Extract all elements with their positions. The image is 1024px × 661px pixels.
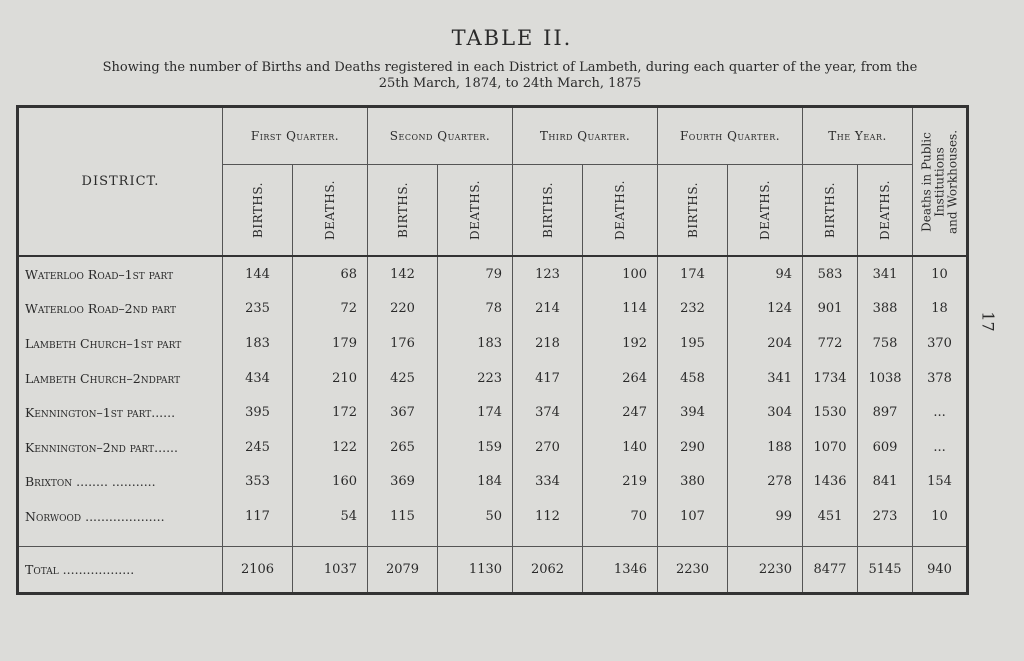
- table-cell: 370: [913, 326, 968, 361]
- table-cell: 214: [513, 292, 583, 327]
- table-cell: 290: [658, 430, 728, 465]
- district-header: DISTRICT.: [18, 107, 223, 257]
- table-cell: 144: [223, 256, 293, 292]
- table-cell: 417: [513, 361, 583, 396]
- table-cell: 122: [293, 430, 368, 465]
- table-cell: ...: [913, 430, 968, 465]
- table-cell: 195: [658, 326, 728, 361]
- district-name: Waterloo Road–1st part: [25, 266, 174, 282]
- table-cell: 192: [583, 326, 658, 361]
- table-cell: 220: [368, 292, 438, 327]
- deaths-header: DEATHS.: [858, 165, 913, 257]
- table-cell: 204: [728, 326, 803, 361]
- table-cell: 353: [223, 465, 293, 500]
- births-deaths-table: [16, 105, 969, 595]
- table-cell: 184: [438, 465, 513, 500]
- table-cell: 451: [803, 499, 858, 534]
- table-cell: 270: [513, 430, 583, 465]
- year-header: The Year.: [803, 107, 913, 165]
- institutions-header-line-3: and Workhouses.: [945, 129, 960, 234]
- district-name: Kennington–2nd part......: [25, 439, 178, 455]
- table-cell: 18: [913, 292, 968, 327]
- table-cell: 188: [728, 430, 803, 465]
- table-cell: 772: [803, 326, 858, 361]
- table-cell: 68: [293, 256, 368, 292]
- district-name: Lambeth Church–2ndpart: [25, 370, 181, 386]
- deaths-header: DEATHS.: [293, 165, 368, 257]
- table-cell: 70: [583, 499, 658, 534]
- table-cell: 388: [858, 292, 913, 327]
- table-cell: 1038: [858, 361, 913, 396]
- births-header: BIRTHS.: [803, 165, 858, 257]
- table-row: [18, 292, 968, 327]
- subtitle-line-1: Showing the number of Births and Deaths registered in each District of Lambeth, during each quarter of the year, from the: [102, 60, 918, 75]
- table-cell: 1037: [293, 547, 368, 594]
- table-cell: 114: [583, 292, 658, 327]
- table-cell: 2079: [368, 547, 438, 594]
- table-cell: 265: [368, 430, 438, 465]
- table-cell: 2062: [513, 547, 583, 594]
- table-cell: 940: [913, 547, 968, 594]
- table-cell: 1436: [803, 465, 858, 500]
- district-name: Total ..................: [18, 547, 223, 594]
- table-cell: 210: [293, 361, 368, 396]
- table-cell: 159: [438, 430, 513, 465]
- table-cell: 10: [913, 499, 968, 534]
- table-cell: ...: [913, 395, 968, 430]
- page-number: 17: [978, 311, 998, 332]
- table-cell: 2230: [658, 547, 728, 594]
- table-cell: 434: [223, 361, 293, 396]
- table-cell: 458: [658, 361, 728, 396]
- table-row: [18, 499, 968, 534]
- table-cell: 54: [293, 499, 368, 534]
- table-cell: 897: [858, 395, 913, 430]
- district-name: Norwood ....................: [25, 509, 165, 525]
- table-cell: 160: [293, 465, 368, 500]
- table-cell: 107: [658, 499, 728, 534]
- table-cell: 223: [438, 361, 513, 396]
- table-cell: 218: [513, 326, 583, 361]
- table-cell: 100: [583, 256, 658, 292]
- page-title: TABLE II.: [451, 26, 573, 50]
- table-cell: 264: [583, 361, 658, 396]
- table-cell: 609: [858, 430, 913, 465]
- table-cell: 247: [583, 395, 658, 430]
- district-name: Waterloo Road–2nd part: [25, 301, 177, 317]
- table-cell: 304: [728, 395, 803, 430]
- institutions-header: [913, 107, 968, 257]
- deaths-header: DEATHS.: [438, 165, 513, 257]
- table-cell: 369: [368, 465, 438, 500]
- subtitle-line-2: 25th March, 1874, to 24th March, 1875: [378, 76, 642, 91]
- table-cell: 112: [513, 499, 583, 534]
- table-cell: 2230: [728, 547, 803, 594]
- table-cell: 425: [368, 361, 438, 396]
- table-cell: 115: [368, 499, 438, 534]
- table-cell: 273: [858, 499, 913, 534]
- table-cell: 140: [583, 430, 658, 465]
- table-cell: 117: [223, 499, 293, 534]
- table-cell: 245: [223, 430, 293, 465]
- table-cell: 378: [913, 361, 968, 396]
- table-cell: 124: [728, 292, 803, 327]
- table-row: [18, 326, 968, 361]
- table-cell: 367: [368, 395, 438, 430]
- institutions-header-line-2: Institutions: [932, 146, 947, 217]
- table-cell: 79: [438, 256, 513, 292]
- table-cell: 1070: [803, 430, 858, 465]
- table-cell: 219: [583, 465, 658, 500]
- table-cell: 583: [803, 256, 858, 292]
- table-cell: 183: [223, 326, 293, 361]
- table-cell: 1346: [583, 547, 658, 594]
- table-row: [18, 465, 968, 500]
- table-cell: 8477: [803, 547, 858, 594]
- table-cell: 232: [658, 292, 728, 327]
- table-cell: 179: [293, 326, 368, 361]
- district-name: Lambeth Church–1st part: [25, 336, 182, 352]
- table-cell: 174: [658, 256, 728, 292]
- table-cell: 374: [513, 395, 583, 430]
- district-name: Kennington–1st part......: [25, 405, 176, 421]
- total-row: [18, 547, 968, 594]
- table-cell: 1734: [803, 361, 858, 396]
- table-cell: 395: [223, 395, 293, 430]
- table-cell: 841: [858, 465, 913, 500]
- table-cell: 50: [438, 499, 513, 534]
- table-cell: 154: [913, 465, 968, 500]
- table-cell: 72: [293, 292, 368, 327]
- table-cell: 10: [913, 256, 968, 292]
- table-cell: 172: [293, 395, 368, 430]
- table-cell: 1130: [438, 547, 513, 594]
- births-header: BIRTHS.: [368, 165, 438, 257]
- row-gap: [18, 534, 968, 547]
- table-cell: 183: [438, 326, 513, 361]
- table-row: [18, 256, 968, 292]
- table-cell: 334: [513, 465, 583, 500]
- table-cell: 174: [438, 395, 513, 430]
- deaths-header: DEATHS.: [583, 165, 658, 257]
- table-cell: 278: [728, 465, 803, 500]
- table-row: [18, 430, 968, 465]
- fourth-quarter-header: Fourth Quarter.: [658, 107, 803, 165]
- table-cell: 394: [658, 395, 728, 430]
- table-cell: 235: [223, 292, 293, 327]
- third-quarter-header: Third Quarter.: [513, 107, 658, 165]
- table-row: [18, 361, 968, 396]
- table-row: [18, 395, 968, 430]
- district-name: Brixton ........ ...........: [25, 474, 156, 490]
- table-cell: 341: [728, 361, 803, 396]
- first-quarter-header: First Quarter.: [223, 107, 368, 165]
- deaths-header: DEATHS.: [728, 165, 803, 257]
- table-cell: 176: [368, 326, 438, 361]
- births-header: BIRTHS.: [223, 165, 293, 257]
- table-cell: 123: [513, 256, 583, 292]
- births-header: BIRTHS.: [513, 165, 583, 257]
- table-cell: 758: [858, 326, 913, 361]
- table-cell: 1530: [803, 395, 858, 430]
- table-cell: 2106: [223, 547, 293, 594]
- table-cell: 901: [803, 292, 858, 327]
- births-header: BIRTHS.: [658, 165, 728, 257]
- table-cell: 94: [728, 256, 803, 292]
- institutions-header-line-1: Deaths in Public: [919, 131, 934, 232]
- table-cell: 78: [438, 292, 513, 327]
- table-cell: 99: [728, 499, 803, 534]
- table-cell: 341: [858, 256, 913, 292]
- table-cell: 142: [368, 256, 438, 292]
- second-quarter-header: Second Quarter.: [368, 107, 513, 165]
- subtitle: [10, 60, 1010, 92]
- table-cell: 5145: [858, 547, 913, 594]
- table-cell: 380: [658, 465, 728, 500]
